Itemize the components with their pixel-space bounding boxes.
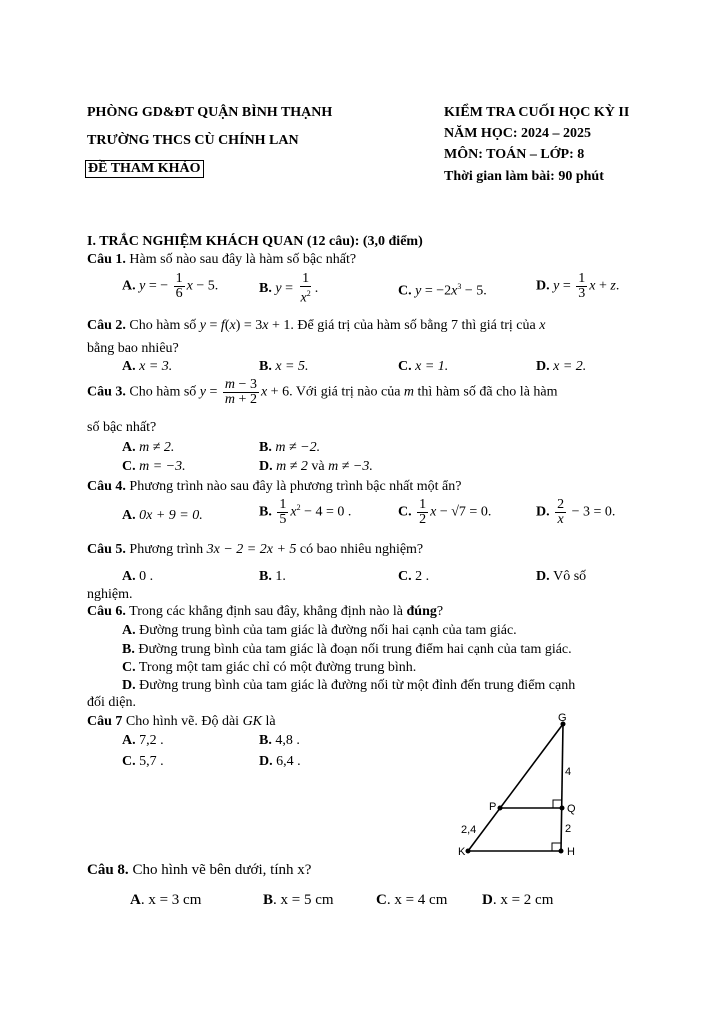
q3-option-b[interactable]: B. m ≠ −2. bbox=[259, 440, 321, 455]
q5-option-b[interactable]: B. 1. bbox=[259, 569, 286, 584]
q5-text-start: Phương trình bbox=[125, 542, 207, 557]
q5-label: Câu 5. bbox=[87, 542, 126, 557]
q3-d-pre: m ≠ 2 bbox=[276, 459, 308, 474]
school-year: NĂM HỌC: 2024 – 2025 bbox=[444, 126, 591, 141]
subject: MÔN: TOÁN – LỚP: 8 bbox=[444, 147, 585, 162]
q1-text: Hàm số nào sau đây là hàm số bậc nhất? bbox=[125, 252, 357, 267]
point-p bbox=[498, 806, 503, 811]
point-k bbox=[466, 849, 471, 854]
q6-option-a[interactable]: A. Đường trung bình của tam giác là đường nối hai cạnh của tam giác. bbox=[122, 623, 517, 638]
q1-c-label: C. bbox=[398, 283, 412, 299]
q6-option-c[interactable]: C. Trong một tam giác chỉ có một đường trung bình. bbox=[122, 660, 417, 675]
q5-equation: 3x − 2 = 2x + 5 bbox=[206, 542, 297, 557]
q4-option-d[interactable]: D. $\frac{2}{x}$ − 3 = 0. bbox=[536, 497, 616, 527]
q5-option-c[interactable]: C. 2 . bbox=[398, 569, 430, 584]
q6-a: Đường trung bình của tam giác là đường nối hai cạnh của tam giác. bbox=[135, 623, 517, 638]
q7-b: 4,8 . bbox=[275, 733, 300, 748]
exam-title: KIỂM TRA CUỐI HỌC KỲ II bbox=[444, 105, 630, 120]
point-h bbox=[559, 849, 564, 854]
question-1 bbox=[87, 252, 356, 268]
label-gq-length: 4 bbox=[565, 766, 572, 778]
point-q bbox=[560, 806, 565, 811]
q6-text-end: ? bbox=[436, 604, 444, 619]
q1-option-a[interactable]: A. y = − $\frac{1}{6}$ x − 5. bbox=[122, 271, 219, 301]
q5-c: 2 . bbox=[415, 569, 430, 584]
q7-option-c[interactable]: C. 5,7 . bbox=[122, 754, 164, 769]
q5-b: 1. bbox=[275, 569, 286, 584]
school-department: PHÒNG GD&ĐT QUẬN BÌNH THẠNH bbox=[87, 105, 333, 120]
q4-option-b[interactable]: B. $\frac{1}{5}$ $x^2 - 4 = 0$ . bbox=[259, 497, 352, 527]
q8-b: . x = 5 cm bbox=[273, 892, 334, 908]
label-k: K bbox=[458, 846, 466, 858]
q6-d-cont: đối diện. bbox=[87, 695, 136, 710]
q2-label: Câu 2. bbox=[87, 318, 126, 333]
q8-option-a[interactable]: A. x = 3 cm bbox=[130, 892, 202, 908]
q1-d-label: D. bbox=[536, 278, 550, 294]
q3-c: m = −3. bbox=[139, 459, 186, 474]
q4-a: 0x + 9 = 0. bbox=[139, 508, 203, 523]
q1-option-b[interactable]: B. y = $\frac{1}{x^2}$ . bbox=[259, 271, 319, 306]
q3-b: m ≠ −2. bbox=[275, 440, 321, 455]
q2-a: x = 3. bbox=[139, 359, 173, 374]
q1-a-label: A. bbox=[122, 278, 136, 294]
label-h: H bbox=[567, 846, 575, 858]
q7-option-d[interactable]: D. 6,4 . bbox=[259, 754, 301, 769]
q5-d-cont: nghiệm. bbox=[87, 587, 133, 602]
question-6 bbox=[87, 604, 443, 620]
q3-option-c[interactable]: C. m = −3. bbox=[122, 459, 186, 474]
q7-option-b[interactable]: B. 4,8 . bbox=[259, 733, 300, 748]
q8-a: . x = 3 cm bbox=[140, 892, 202, 908]
q2-text-start: Cho hàm số bbox=[125, 318, 200, 333]
q3-a: m ≠ 2. bbox=[139, 440, 175, 455]
question-3: Câu 3. Cho hàm số y = $\frac{m - 3}{m + 2}$ x + 6. Với giá trị nào của m thì hàm số đã cho là hàm bbox=[87, 377, 558, 407]
q3-option-d[interactable]: D. m ≠ 2 và m ≠ −3. bbox=[259, 459, 373, 474]
q6-option-d[interactable]: D. Đường trung bình của tam giác là đường nối từ một đỉnh đến trung điểm cạnh bbox=[122, 678, 576, 693]
q2-c: x = 1. bbox=[415, 359, 449, 374]
q7-label: Câu 7 bbox=[87, 714, 123, 729]
label-qh-length: 2 bbox=[565, 823, 572, 835]
q2-text-end: . Để giá trị của hàm số bằng 7 thì giá trị của bbox=[290, 318, 540, 333]
label-g: G bbox=[558, 712, 567, 724]
q6-option-b[interactable]: B. Đường trung bình của tam giác là đoạn nối trung điểm hai cạnh của tam giác. bbox=[122, 642, 572, 657]
q3-text-end2: thì hàm số đã cho là hàm bbox=[414, 384, 558, 400]
q6-d: Đường trung bình của tam giác là đường nối từ một đỉnh đến trung điểm cạnh bbox=[135, 678, 576, 693]
q2-b: x = 5. bbox=[275, 359, 309, 374]
q5-d: Vô số bbox=[553, 569, 587, 584]
q7-text: Cho hình vẽ. Độ dài bbox=[122, 714, 243, 729]
q3-text-end: . Với giá trị nào của bbox=[289, 384, 404, 400]
q8-d: . x = 2 cm bbox=[492, 892, 554, 908]
question-5 bbox=[87, 542, 423, 558]
q7-segment: GK bbox=[242, 714, 263, 729]
q8-option-b[interactable]: B. x = 5 cm bbox=[263, 892, 334, 908]
q5-text-end: có bao nhiêu nghiệm? bbox=[296, 542, 424, 557]
q5-option-d[interactable]: D. Vô số bbox=[536, 569, 587, 584]
q1-b-label: B. bbox=[259, 281, 272, 297]
q6-label: Câu 6. bbox=[87, 604, 126, 619]
question-7 bbox=[87, 714, 276, 730]
q3-d-and: và bbox=[307, 459, 329, 474]
exam-type: ĐỀ THAM KHẢO bbox=[85, 160, 204, 178]
q7-text-end: là bbox=[262, 714, 276, 729]
question-8 bbox=[87, 862, 311, 879]
question-2: Câu 2. Cho hàm số y = f(x) = 3x + 1. Để giá trị của hàm số bằng 7 thì giá trị của x bbox=[87, 318, 546, 333]
q2-option-a[interactable]: A. x = 3. bbox=[122, 359, 173, 374]
q8-text: Cho hình vẽ bên dưới, tính x? bbox=[128, 862, 312, 878]
q5-option-a[interactable]: A. 0 . bbox=[122, 569, 154, 584]
q8-label: Câu 8. bbox=[87, 862, 129, 878]
q6-text-start: Trong các khẳng định sau đây, khẳng định nào là bbox=[125, 604, 407, 619]
q4-label: Câu 4. bbox=[87, 479, 126, 494]
label-p: P bbox=[489, 801, 497, 813]
q8-option-c[interactable]: C. x = 4 cm bbox=[376, 892, 448, 908]
school-name: TRƯỜNG THCS CÙ CHÍNH LAN bbox=[87, 133, 299, 148]
question-4 bbox=[87, 479, 462, 495]
line-gh bbox=[561, 724, 563, 851]
label-pk-length: 2,4 bbox=[461, 824, 477, 836]
q2-d: x = 2. bbox=[553, 359, 587, 374]
q2-option-d[interactable]: D. x = 2. bbox=[536, 359, 587, 374]
q4-text: Phương trình nào sau đây là phương trình bậc nhất một ẩn? bbox=[125, 479, 462, 494]
q8-c: . x = 4 cm bbox=[386, 892, 448, 908]
q8-option-d[interactable]: D. x = 2 cm bbox=[482, 892, 554, 908]
line-gk bbox=[468, 724, 563, 851]
q3-label: Câu 3. bbox=[87, 384, 126, 400]
q7-option-a[interactable]: A. 7,2 . bbox=[122, 733, 164, 748]
label-q: Q bbox=[567, 803, 576, 815]
q2-option-c[interactable]: C. x = 1. bbox=[398, 359, 449, 374]
q4-option-a[interactable]: A. 0x + 9 = 0. bbox=[122, 508, 203, 523]
q3-text-cont: số bậc nhất? bbox=[87, 420, 157, 435]
q6-b: Đường trung bình của tam giác là đoạn nối trung điểm hai cạnh của tam giác. bbox=[134, 642, 572, 657]
q1-option-c[interactable]: C. $y = -2x^3 - 5$. bbox=[398, 282, 487, 299]
q3-option-a[interactable]: A. m ≠ 2. bbox=[122, 440, 175, 455]
q7-triangle-figure bbox=[455, 712, 595, 862]
q7-d: 6,4 . bbox=[276, 754, 301, 769]
q4-option-c[interactable]: C. $\frac{1}{2}$ x − √7 = 0. bbox=[398, 497, 492, 527]
q1-option-d[interactable]: D. y = $\frac{1}{3}$ x + z. bbox=[536, 271, 620, 301]
q2-option-b[interactable]: B. x = 5. bbox=[259, 359, 309, 374]
q7-c: 5,7 . bbox=[139, 754, 164, 769]
q6-text-bold: đúng bbox=[406, 604, 437, 619]
q1-label: Câu 1. bbox=[87, 252, 126, 267]
q3-text-start: Cho hàm số bbox=[125, 384, 200, 400]
q3-d-post: m ≠ −3. bbox=[328, 459, 373, 474]
q6-c: Trong một tam giác chỉ có một đường trung bình. bbox=[135, 660, 417, 675]
q5-a: 0 . bbox=[139, 569, 154, 584]
q2-text-cont: bằng bao nhiêu? bbox=[87, 341, 179, 356]
q7-a: 7,2 . bbox=[139, 733, 164, 748]
duration: Thời gian làm bài: 90 phút bbox=[444, 169, 604, 184]
section-title: I. TRẮC NGHIỆM KHÁCH QUAN (12 câu): (3,0 điểm) bbox=[87, 234, 423, 249]
